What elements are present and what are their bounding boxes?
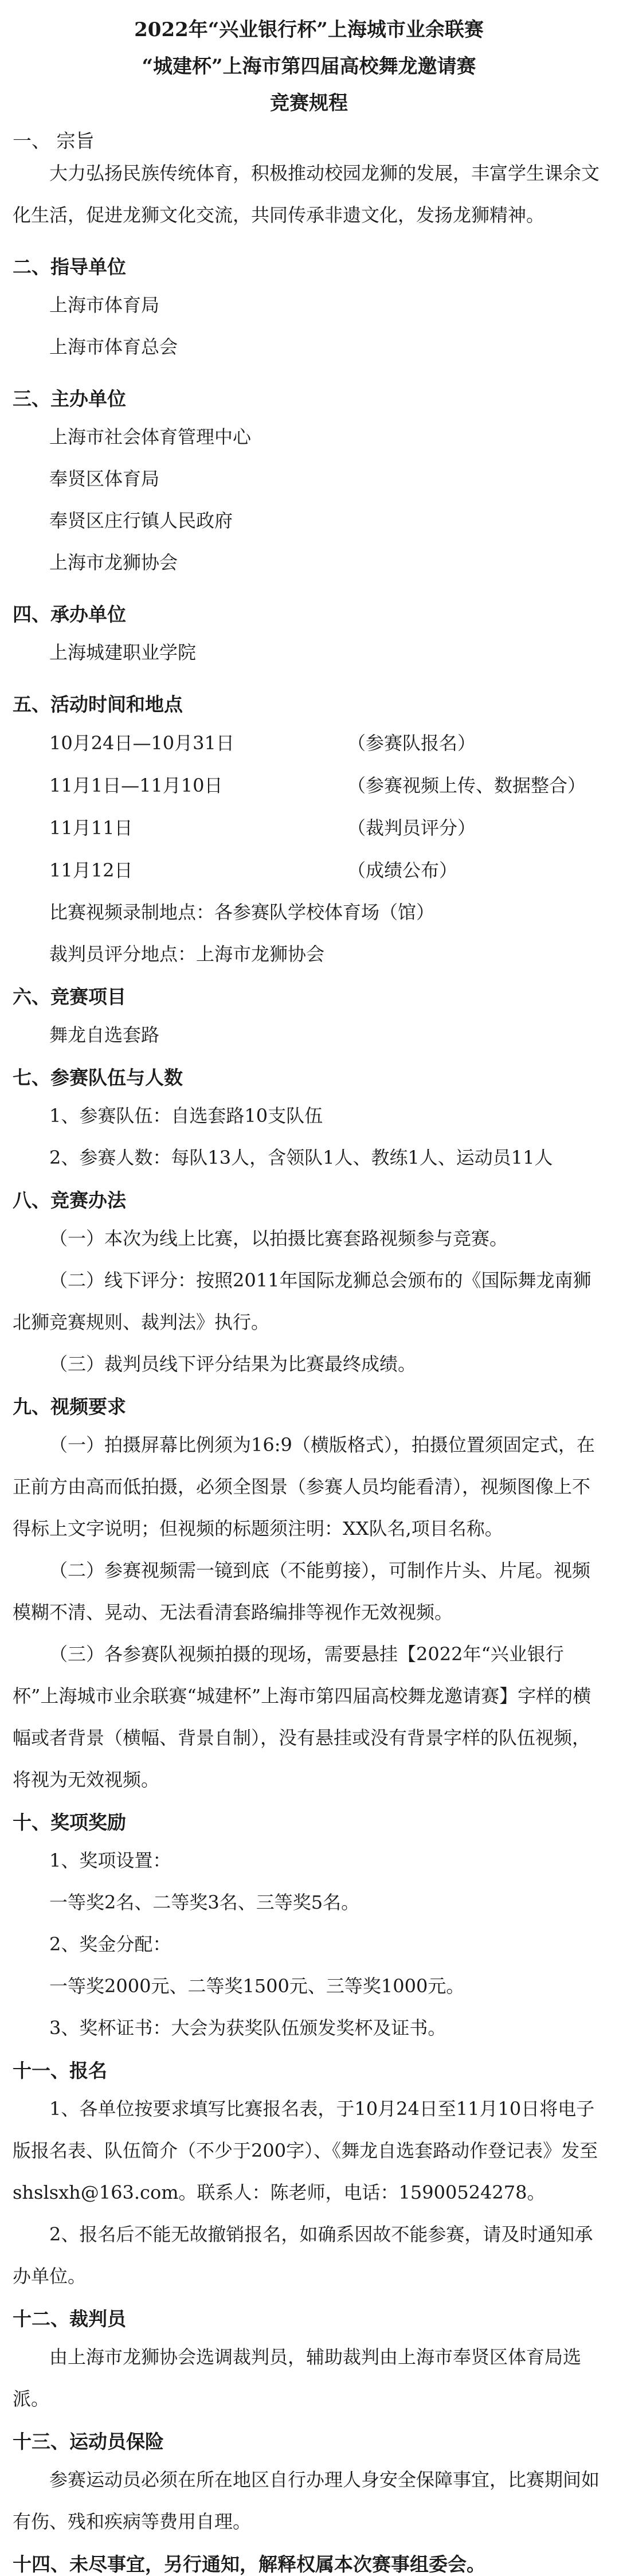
organizer-unit: 奉贤区庄行镇人民政府 xyxy=(49,510,233,531)
section-heading-awards: 十、奖项奖励 xyxy=(13,1811,126,1834)
video-para-2: （二）参赛视频需一镜到底（不能剪接），可制作片头、片尾。视频模糊不清、晃动、无法看清套路编排等视作无效视频。 xyxy=(13,1559,591,1623)
insurance-para: 参赛运动员必须在所在地区自行办理人身安全保障事宜，比赛期间如有伤、残和疾病等费用自理。 xyxy=(13,2469,600,2532)
schedule-note: （裁判员评分） xyxy=(347,817,476,839)
awards-item: 一等奖2000元、二等奖1500元、三等奖1000元。 xyxy=(49,1975,465,1997)
video-para-3: （三）各参赛队视频拍摄的现场，需要悬挂【2022年“兴业银行杯”上海城市业余联赛“城建杯”上海市第四届高校舞龙邀请赛】字样的横幅或者背景（横幅、背景自制），没有悬挂或没有背景字样的队伍视频，将视为无效视频。 xyxy=(13,1643,591,1791)
section-heading-organizer: 三、主办单位 xyxy=(13,388,126,410)
schedule-note: （参赛队报名） xyxy=(347,732,476,754)
section-heading-misc: 十四、未尽事宜，另行通知，解释权属本次赛事组委会。 xyxy=(13,2553,485,2575)
video-para-1: （一）拍摄屏幕比例须为16:9（横版格式），拍摄位置须固定式，在正前方由高而低拍摄，必须全图景（参赛人员均能看清），视频图像上不得标上文字说明；但视频的标题须注明：XX队名,项目名称。 xyxy=(13,1434,595,1539)
method-para-1: （一）本次为线上比赛，以拍摄比赛套路视频参与竞赛。 xyxy=(49,1228,508,1249)
guidance-unit: 上海市体育局 xyxy=(49,294,160,316)
organizer-unit: 奉贤区体育局 xyxy=(49,468,160,490)
video-location: 比赛视频录制地点：各参赛队学校体育场（馆） xyxy=(49,901,435,923)
section-heading-purpose: 一、 宗旨 xyxy=(13,130,95,152)
awards-item: 3、奖杯证书：大会为获奖队伍颁发奖杯及证书。 xyxy=(49,2017,446,2039)
section-heading-events: 六、竞赛项目 xyxy=(13,986,126,1008)
schedule-date: 10月24日—10月31日 xyxy=(49,732,234,754)
guidance-unit: 上海市体育总会 xyxy=(49,336,178,358)
section-heading-referees: 十二、裁判员 xyxy=(13,2308,126,2330)
schedule-row xyxy=(13,764,605,807)
schedule-row xyxy=(13,849,605,892)
organizer-unit: 上海市社会体育管理中心 xyxy=(49,426,252,448)
awards-item: 一等奖2名、二等奖3名、三等奖5名。 xyxy=(49,1891,360,1913)
purpose-text: 大力弘扬民族传统体育，积极推动校园龙狮的发展，丰富学生课余文化生活，促进龙狮文化交流，共同传承非遗文化，发扬龙狮精神。 xyxy=(13,162,600,226)
method-para-3: （三）裁判员线下评分结果为比赛最终成绩。 xyxy=(49,1353,417,1375)
schedule-note: （成绩公布） xyxy=(347,859,458,881)
section-heading-schedule: 五、活动时间和地点 xyxy=(13,693,183,716)
doc-title-line3: 竞赛规程 xyxy=(270,92,348,115)
host-unit: 上海城建职业学院 xyxy=(49,642,197,663)
event-item: 舞龙自选套路 xyxy=(49,1024,160,1046)
referees-para: 由上海市龙狮协会选调裁判员，辅助裁判由上海市奉贤区体育局选派。 xyxy=(13,2346,582,2410)
schedule-row xyxy=(13,807,605,849)
teams-item: 2、参赛人数：每队13人，含领队1人、教练1人、运动员11人 xyxy=(49,1147,553,1168)
method-para-2: （二）线下评分：按照2011年国际龙狮总会颁布的《国际舞龙南狮北狮竞赛规则、裁判法》执行。 xyxy=(13,1269,591,1333)
schedule-row xyxy=(13,722,605,764)
organizer-unit: 上海市龙狮协会 xyxy=(49,552,178,573)
schedule-date: 11月12日 xyxy=(49,859,133,881)
schedule-date: 11月1日—11月10日 xyxy=(49,775,223,796)
doc-title-line1: 2022年“兴业银行杯”上海城市业余联赛 xyxy=(134,18,484,41)
registration-para-2: 2、报名后不能无故撤销报名，如确系因故不能参赛，请及时通知承办单位。 xyxy=(13,2223,593,2287)
section-heading-guidance: 二、指导单位 xyxy=(13,256,126,278)
awards-item: 1、奖项设置： xyxy=(49,1850,171,1871)
judging-location: 裁判员评分地点：上海市龙狮协会 xyxy=(49,943,325,965)
section-heading-teams: 七、参赛队伍与人数 xyxy=(13,1066,183,1089)
schedule-note: （参赛视频上传、数据整合） xyxy=(347,775,586,796)
doc-title-line2: “城建杯”上海市第四届高校舞龙邀请赛 xyxy=(142,55,476,78)
registration-para-1: 1、各单位按要求填写比赛报名表，于10月24日至11月10日将电子版报名表、队伍简介（不少于200字）、《舞龙自选套路动作登记表》发至shslsxh@163.com。联系人：陈老师，电话：15900524278。 xyxy=(13,2098,598,2203)
teams-item: 1、参赛队伍：自选套路10支队伍 xyxy=(49,1105,323,1127)
section-heading-video: 九、视频要求 xyxy=(13,1396,126,1418)
awards-item: 2、奖金分配： xyxy=(49,1933,171,1955)
section-heading-registration: 十一、报名 xyxy=(13,2059,107,2082)
section-heading-method: 八、竞赛办法 xyxy=(13,1189,126,1211)
schedule-date: 11月11日 xyxy=(49,817,133,839)
section-heading-host: 四、承办单位 xyxy=(13,603,126,626)
section-heading-insurance: 十三、运动员保险 xyxy=(13,2430,164,2453)
